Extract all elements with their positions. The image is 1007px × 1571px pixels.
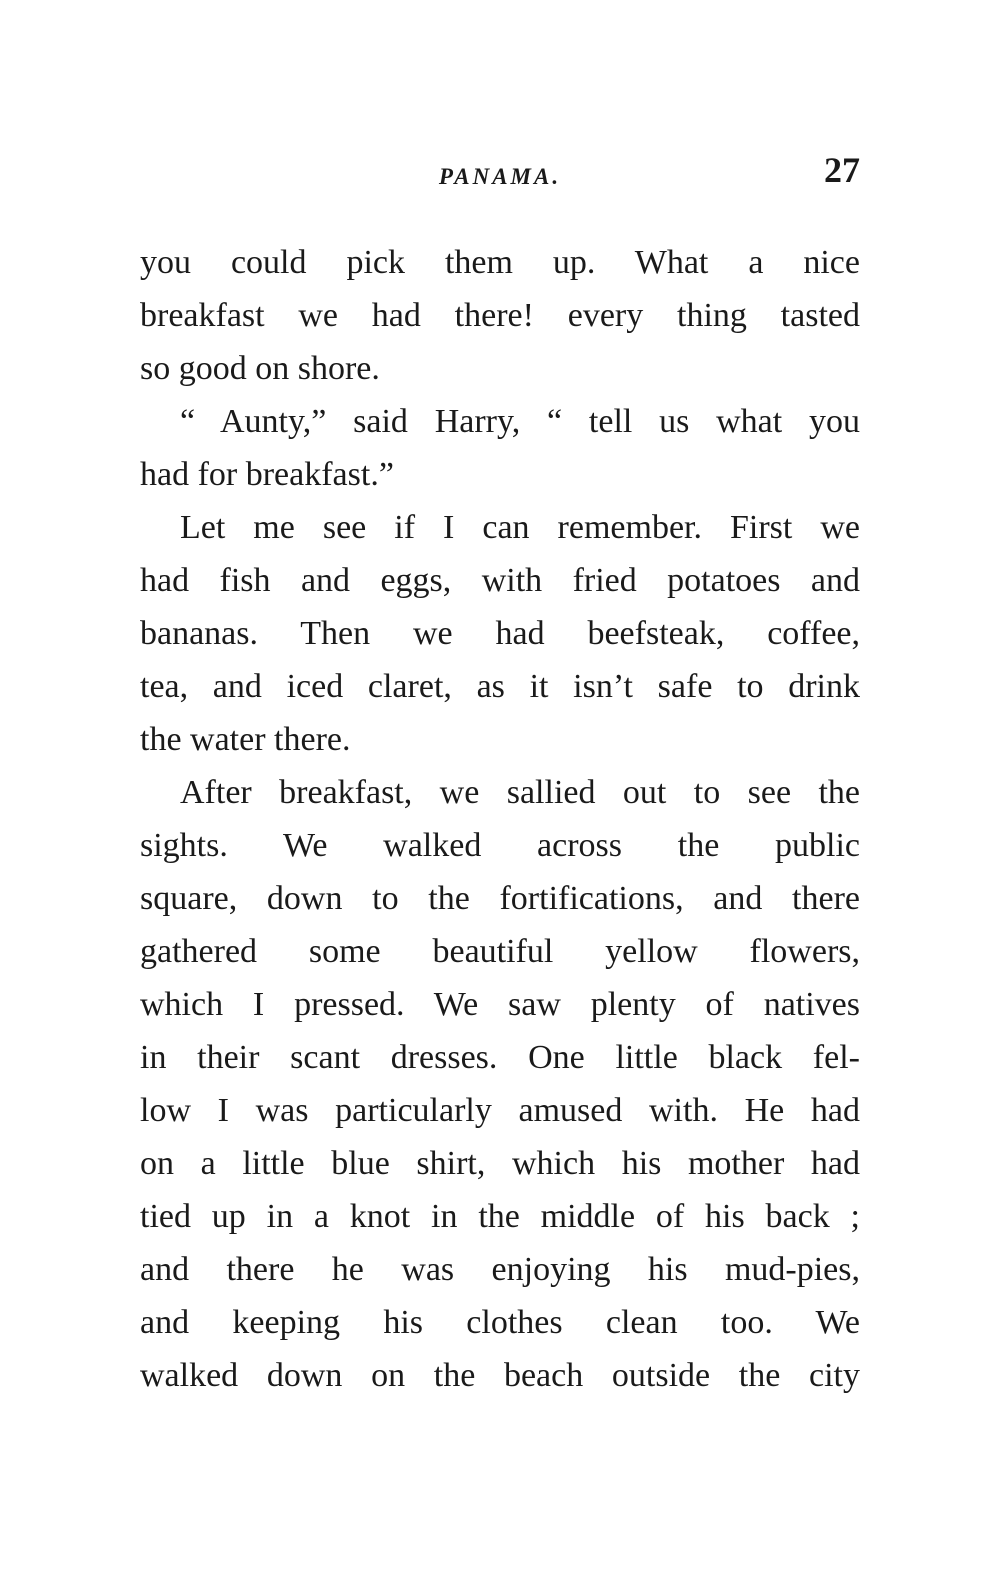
text-line: “ Aunty,” said Harry, “ tell us what you	[180, 403, 860, 440]
text-line: sights. We walked across the public	[140, 827, 860, 864]
text-line: the water there.	[140, 721, 351, 758]
text-line: tea, and iced claret, as it isn’t safe to drink	[140, 668, 860, 705]
text-line: low I was particularly amused with. He had	[140, 1092, 860, 1129]
text-line: walked down on the beach outside the city	[140, 1357, 860, 1394]
text-line: After breakfast, we sallied out to see the	[180, 774, 860, 811]
text-line: on a little blue shirt, which his mother had	[140, 1145, 860, 1182]
text-line: which I pressed. We saw plenty of natives	[140, 986, 860, 1023]
text-line: you could pick them up. What a nice	[140, 244, 860, 281]
text-line: so good on shore.	[140, 350, 380, 387]
text-line: and there he was enjoying his mud-pies,	[140, 1251, 860, 1288]
text-line: had for breakfast.”	[140, 456, 394, 493]
text-line: bananas. Then we had beefsteak, coffee,	[140, 615, 860, 652]
body-text	[140, 236, 860, 1402]
text-line: Let me see if I can remember. First we	[180, 509, 860, 546]
page-number: 27	[824, 150, 860, 190]
text-line: square, down to the fortifications, and there	[140, 880, 860, 917]
text-line: gathered some beautiful yellow flowers,	[140, 933, 860, 970]
text-line: and keeping his clothes clean too. We	[140, 1304, 860, 1341]
text-line: breakfast we had there! every thing tasted	[140, 297, 860, 334]
running-head	[140, 152, 860, 204]
text-line: had fish and eggs, with fried potatoes and	[140, 562, 860, 599]
text-line: in their scant dresses. One little black fel-	[140, 1039, 860, 1076]
running-title: PANAMA.	[438, 164, 562, 189]
text-line: tied up in a knot in the middle of his back ;	[140, 1198, 860, 1235]
